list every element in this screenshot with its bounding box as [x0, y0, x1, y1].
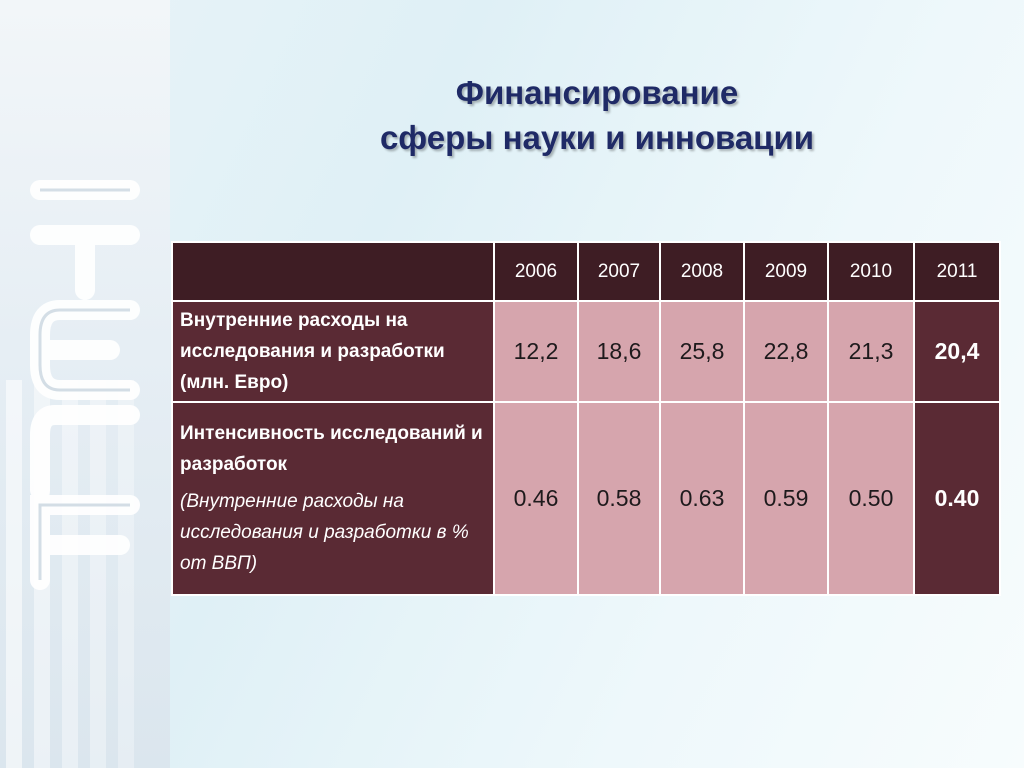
page-title: [170, 70, 1024, 160]
row-sublabel: (Внутренние расходы на исследования и разработки в % от ВВП): [180, 491, 469, 574]
table-cell: 0.59: [744, 402, 828, 595]
year-header: 2011: [914, 242, 1000, 301]
table-cell: 12,2: [494, 301, 578, 402]
logo-graphic: [0, 160, 170, 600]
year-header: 2009: [744, 242, 828, 301]
table-cell: 0.58: [578, 402, 660, 595]
row-label-cell: [172, 402, 494, 595]
row-label: Интенсивность исследований и разработок: [180, 423, 483, 475]
table-cell: 22,8: [744, 301, 828, 402]
table-row: [172, 301, 1000, 402]
year-header: 2008: [660, 242, 744, 301]
year-header: 2010: [828, 242, 914, 301]
table-cell: 20,4: [914, 301, 1000, 402]
table-cell: 0.40: [914, 402, 1000, 595]
table-row: [172, 402, 1000, 595]
row-label: Внутренние расходы на исследования и разработки (млн. Евро): [172, 301, 494, 402]
table-cell: 21,3: [828, 301, 914, 402]
table-cell: 25,8: [660, 301, 744, 402]
financing-table: [171, 241, 1001, 596]
table-cell: 0.63: [660, 402, 744, 595]
year-header: 2007: [578, 242, 660, 301]
table-cell: 18,6: [578, 301, 660, 402]
table-cell: 0.50: [828, 402, 914, 595]
year-header: 2006: [494, 242, 578, 301]
title-line-1: Финансирование: [455, 74, 739, 111]
header-corner-cell: [172, 242, 494, 301]
title-line-2: сферы науки и инновации: [379, 119, 815, 156]
table-cell: 0.46: [494, 402, 578, 595]
table-header-row: [172, 242, 1000, 301]
